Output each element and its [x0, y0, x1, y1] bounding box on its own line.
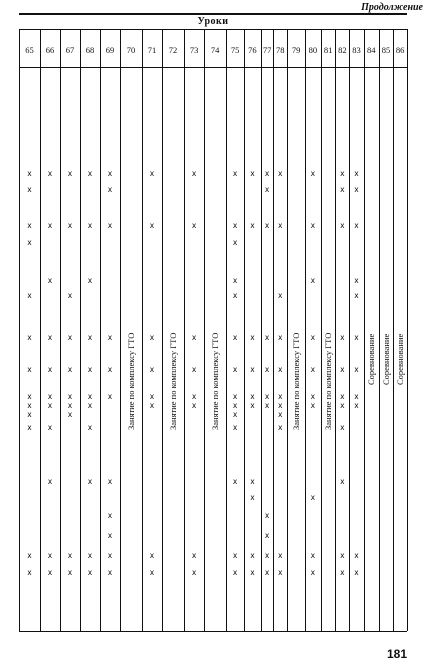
lesson-mark: x [232, 401, 238, 410]
lesson-mark: x [278, 333, 283, 342]
lesson-mark: x [310, 169, 316, 178]
lesson-mark: x [310, 365, 316, 374]
lesson-mark: x [27, 410, 32, 419]
group-header: Уроки [19, 15, 407, 30]
lesson-number: 74 [210, 45, 220, 55]
lesson-mark: x [27, 221, 32, 230]
column-divider [244, 29, 245, 631]
gto-session-label: Занятие по комплексу ГТО [210, 332, 221, 430]
lesson-mark: x [340, 221, 345, 230]
lesson-mark: x [264, 551, 270, 560]
lesson-mark: x [264, 365, 270, 374]
column-divider [142, 29, 143, 631]
lesson-mark: x [47, 423, 53, 432]
lesson-mark: x [264, 401, 270, 410]
lesson-mark: x [107, 551, 113, 560]
lesson-mark: x [232, 568, 238, 577]
lesson-mark: x [310, 392, 316, 401]
lesson-mark: x [354, 276, 359, 285]
lesson-mark: x [232, 169, 238, 178]
lesson-mark: x [27, 291, 32, 300]
lesson-mark: x [191, 365, 197, 374]
lesson-mark: x [47, 169, 53, 178]
lesson-mark: x [107, 392, 113, 401]
lesson-mark: x [149, 401, 155, 410]
lesson-number: 70 [126, 45, 136, 55]
lesson-mark: x [278, 392, 283, 401]
column-divider [204, 29, 205, 631]
lesson-mark: x [340, 477, 345, 486]
column-divider [393, 29, 394, 631]
lesson-mark: x [250, 477, 255, 486]
lesson-mark: x [232, 477, 238, 486]
lesson-mark: x [310, 276, 316, 285]
lesson-mark: x [310, 493, 316, 502]
lesson-number: 72 [168, 45, 178, 55]
lesson-mark: x [264, 221, 270, 230]
lesson-number: 86 [395, 45, 405, 55]
lesson-mark: x [47, 401, 53, 410]
lesson-mark: x [107, 333, 113, 342]
column-divider [120, 29, 121, 631]
lesson-mark: x [264, 568, 270, 577]
lesson-mark: x [27, 169, 32, 178]
lesson-mark: x [354, 568, 359, 577]
lesson-mark: x [149, 392, 155, 401]
lesson-mark: x [310, 401, 316, 410]
lesson-mark: x [232, 238, 238, 247]
lesson-mark: x [47, 392, 53, 401]
column-divider [287, 29, 288, 631]
lesson-mark: x [47, 477, 53, 486]
column-divider [335, 29, 336, 631]
lesson-number: 75 [230, 45, 240, 55]
lesson-mark: x [149, 221, 155, 230]
lesson-mark: x [232, 365, 238, 374]
column-divider [60, 29, 61, 631]
lesson-number: 73 [189, 45, 199, 55]
lesson-mark: x [354, 291, 359, 300]
column-divider [80, 29, 81, 631]
lesson-mark: x [87, 477, 93, 486]
lesson-mark: x [47, 365, 53, 374]
column-divider [407, 29, 408, 631]
lesson-mark: x [27, 333, 32, 342]
lesson-mark: x [67, 365, 73, 374]
lesson-mark: x [107, 185, 113, 194]
lesson-mark: x [232, 410, 238, 419]
lesson-mark: x [87, 276, 93, 285]
lesson-mark: x [310, 221, 316, 230]
lesson-mark: x [250, 169, 255, 178]
lesson-mark: x [232, 276, 238, 285]
lesson-mark: x [354, 333, 359, 342]
lesson-mark: x [340, 169, 345, 178]
gto-session-label: Занятие по комплексу ГТО [168, 332, 179, 430]
lesson-mark: x [264, 169, 270, 178]
lesson-mark: x [278, 551, 283, 560]
lesson-mark: x [27, 365, 32, 374]
lesson-mark: x [67, 401, 73, 410]
lesson-mark: x [250, 551, 255, 560]
column-divider [379, 29, 380, 631]
lesson-mark: x [47, 333, 53, 342]
lesson-mark: x [191, 392, 197, 401]
lesson-mark: x [107, 477, 113, 486]
column-divider [184, 29, 185, 631]
lesson-number: 77 [262, 45, 272, 55]
gto-session-label: Занятие по комплексу ГТО [125, 332, 136, 430]
lesson-number: 66 [45, 45, 55, 55]
lesson-mark: x [27, 238, 32, 247]
lesson-number: 71 [147, 45, 157, 55]
lesson-mark: x [191, 551, 197, 560]
lesson-number: 81 [323, 45, 333, 55]
lesson-mark: x [27, 185, 32, 194]
column-divider [321, 29, 322, 631]
lesson-number: 68 [85, 45, 95, 55]
lesson-mark: x [354, 392, 359, 401]
lesson-mark: x [191, 221, 197, 230]
lesson-mark: x [87, 401, 93, 410]
lesson-number: 82 [338, 45, 347, 55]
lesson-number: 65 [25, 45, 34, 55]
lesson-number: 76 [248, 45, 257, 55]
lesson-mark: x [107, 365, 113, 374]
lesson-mark: x [191, 333, 197, 342]
lesson-mark: x [310, 551, 316, 560]
lesson-mark: x [264, 511, 270, 520]
lesson-mark: x [264, 333, 270, 342]
lesson-mark: x [47, 568, 53, 577]
lesson-mark: x [191, 169, 197, 178]
lesson-mark: x [87, 568, 93, 577]
lesson-mark: x [310, 333, 316, 342]
lesson-mark: x [250, 221, 255, 230]
lesson-mark: x [340, 185, 345, 194]
lesson-number: 84 [366, 45, 376, 55]
lesson-mark: x [250, 392, 255, 401]
lesson-mark: x [47, 276, 53, 285]
lesson-mark: x [250, 365, 255, 374]
lesson-mark: x [278, 365, 283, 374]
column-divider [40, 29, 41, 631]
lesson-mark: x [67, 551, 73, 560]
lesson-mark: x [27, 392, 32, 401]
lessons-table [19, 15, 407, 632]
lesson-mark: x [278, 410, 283, 419]
lesson-mark: x [250, 568, 255, 577]
lesson-mark: x [87, 221, 93, 230]
lesson-mark: x [149, 551, 155, 560]
lesson-mark: x [191, 401, 197, 410]
competition-label: Соревнование [380, 333, 391, 385]
lesson-mark: x [87, 423, 93, 432]
lesson-mark: x [67, 410, 73, 419]
lesson-mark: x [250, 333, 255, 342]
lesson-mark: x [47, 551, 53, 560]
lesson-mark: x [278, 423, 283, 432]
column-divider [305, 29, 306, 631]
lesson-mark: x [232, 333, 238, 342]
lesson-mark: x [278, 221, 283, 230]
competition-label: Соревнование [366, 333, 377, 385]
lesson-mark: x [107, 511, 113, 520]
lesson-mark: x [27, 401, 32, 410]
lesson-mark: x [354, 365, 359, 374]
lesson-mark: x [232, 392, 238, 401]
column-divider [261, 29, 262, 631]
lesson-mark: x [87, 365, 93, 374]
lesson-mark: x [232, 221, 238, 230]
lesson-mark: x [149, 333, 155, 342]
lesson-mark: x [264, 392, 270, 401]
lesson-mark: x [278, 169, 283, 178]
column-divider [226, 29, 227, 631]
continuation-label: Продолжение [361, 2, 423, 13]
lesson-mark: x [107, 568, 113, 577]
lesson-mark: x [340, 401, 345, 410]
column-divider [100, 29, 101, 631]
lesson-mark: x [340, 551, 345, 560]
competition-label: Соревнование [395, 333, 406, 385]
lesson-mark: x [67, 169, 73, 178]
lesson-mark: x [278, 291, 283, 300]
lesson-number: 78 [276, 45, 285, 55]
lesson-mark: x [354, 169, 359, 178]
lesson-mark: x [232, 551, 238, 560]
lesson-number: 67 [65, 45, 75, 55]
lesson-mark: x [354, 551, 359, 560]
lesson-number: 79 [291, 45, 301, 55]
lesson-mark: x [87, 551, 93, 560]
lesson-number: 83 [352, 45, 361, 55]
lesson-mark: x [250, 493, 255, 502]
table-bottom-rule [19, 631, 407, 632]
lesson-mark: x [264, 531, 270, 540]
column-divider [349, 29, 350, 631]
lesson-mark: x [340, 392, 345, 401]
lesson-mark: x [354, 401, 359, 410]
column-divider [364, 29, 365, 631]
lesson-mark: x [340, 568, 345, 577]
lesson-mark: x [354, 185, 359, 194]
lesson-mark: x [67, 568, 73, 577]
lesson-mark: x [232, 291, 238, 300]
lesson-mark: x [27, 551, 32, 560]
lesson-number: 69 [105, 45, 115, 55]
lesson-mark: x [67, 392, 73, 401]
lesson-mark: x [354, 221, 359, 230]
gto-session-label: Занятие по комплексу ГТО [291, 332, 302, 430]
lesson-mark: x [47, 221, 53, 230]
lesson-number: 80 [308, 45, 318, 55]
lesson-mark: x [87, 333, 93, 342]
lesson-mark: x [278, 568, 283, 577]
lesson-mark: x [67, 291, 73, 300]
lesson-mark: x [340, 333, 345, 342]
lesson-mark: x [250, 401, 255, 410]
column-divider [162, 29, 163, 631]
lesson-mark: x [27, 568, 32, 577]
lesson-number: 85 [381, 45, 391, 55]
lesson-mark: x [67, 221, 73, 230]
lesson-mark: x [67, 333, 73, 342]
lesson-mark: x [340, 423, 345, 432]
lesson-mark: x [278, 401, 283, 410]
lesson-mark: x [107, 221, 113, 230]
lesson-mark: x [310, 568, 316, 577]
lesson-mark: x [149, 169, 155, 178]
column-divider [273, 29, 274, 631]
lesson-mark: x [264, 185, 270, 194]
lesson-mark: x [87, 169, 93, 178]
lesson-mark: x [232, 423, 238, 432]
lesson-mark: x [149, 365, 155, 374]
lesson-mark: x [107, 531, 113, 540]
column-divider [19, 29, 20, 631]
gto-session-label: Занятие по комплексу ГТО [323, 332, 334, 430]
lesson-mark: x [87, 392, 93, 401]
page-number: 181 [386, 647, 407, 661]
lesson-mark: x [107, 169, 113, 178]
lesson-mark: x [340, 365, 345, 374]
lesson-mark: x [27, 423, 32, 432]
lesson-mark: x [191, 568, 197, 577]
lesson-mark: x [149, 568, 155, 577]
